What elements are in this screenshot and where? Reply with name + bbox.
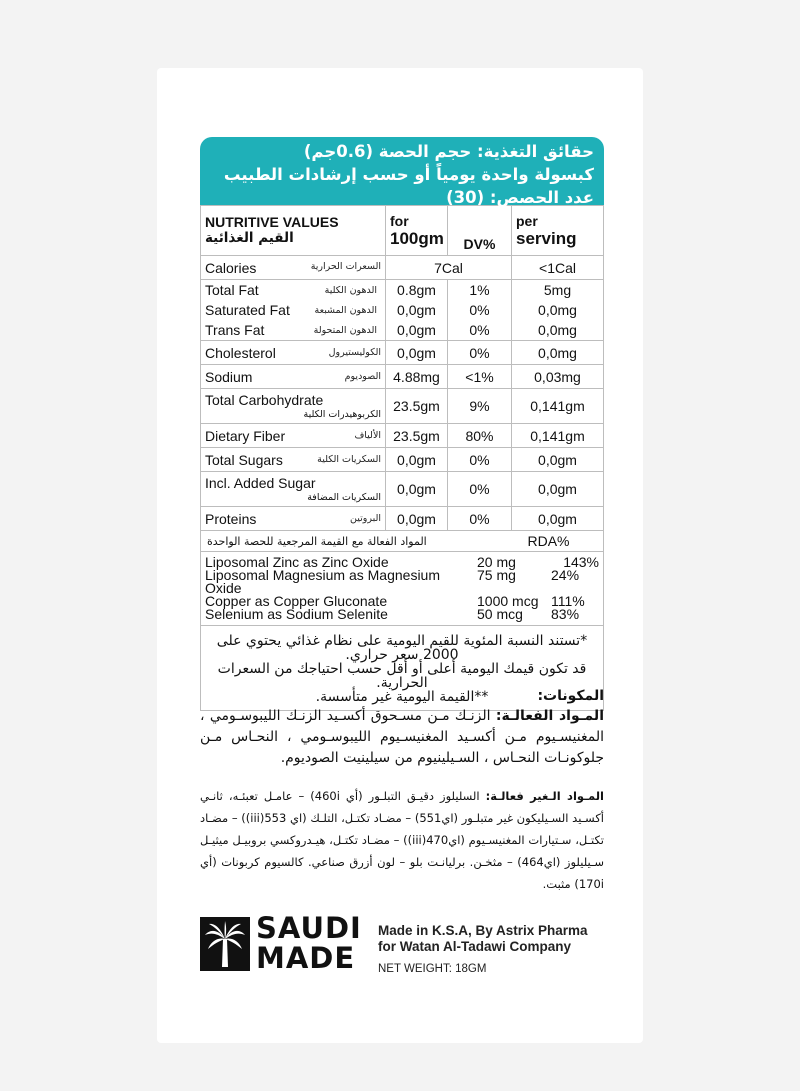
serving-size-line: حقائق التغذية: حجم الحصة (0.6جم): [303, 142, 594, 161]
manufacturer-line-1: Made in K.S.A, By Astrix Pharma: [378, 923, 588, 938]
manufacturer-line-2: for Watan Al-Tadawi Company: [378, 939, 572, 954]
footnote-line: قد تكون قيمك اليومية أعلى أو أقل حسب احتياجك من السعرات الحرارية.: [217, 661, 587, 691]
active-ingredients: [200, 706, 604, 769]
nutritive-values-title-ar: القيم الغذائية: [205, 230, 294, 246]
nutrient-name-en: Total Carbohydrate: [205, 391, 324, 408]
table-row-calories: [201, 256, 604, 280]
mineral-rda: 111%: [551, 593, 585, 609]
saudi-made-wordmark: [256, 913, 362, 973]
mineral-rda: 83%: [551, 606, 580, 622]
inactive-ingredients: [200, 785, 604, 895]
active-ingredients-label: المـواد الفعالـة:: [495, 708, 604, 724]
label-footer: [200, 913, 604, 983]
table-row-cholesterol: [201, 341, 604, 365]
footnote-line: **القيمة اليومية غير متأسسة.: [315, 689, 489, 705]
value: 0,0mg: [512, 341, 604, 365]
value: 0.8gm: [397, 282, 436, 298]
mineral-amount: 75 mg: [477, 567, 516, 583]
calories-per-100: 7Cal: [386, 256, 512, 280]
value: 0,0mg: [538, 322, 577, 338]
value: 0%: [469, 302, 490, 318]
ingredients-section: [200, 686, 604, 895]
dosage-line: كبسولة واحدة يومياً أو حسب إرشادات الطبيب: [223, 165, 594, 184]
nutrient-name: [201, 424, 386, 448]
value: 0,0gm: [397, 302, 436, 318]
nutrient-name-en: Trans Fat: [205, 322, 265, 338]
nutrient-name-ar: الكربوهيدرات الكلية: [303, 408, 381, 420]
nutrient-name: [201, 389, 386, 424]
table-row-proteins: [201, 507, 604, 531]
mineral-rda: 143%: [563, 554, 599, 570]
fat-names: [201, 280, 386, 341]
value: 0,0gm: [512, 507, 604, 531]
value: 1%: [469, 282, 490, 298]
value: 0,0gm: [386, 341, 448, 365]
fat-per-100: [386, 280, 448, 341]
value: 0,141gm: [512, 424, 604, 448]
nutrient-name-ar: السكريات الكلية: [317, 454, 381, 465]
calories-per-serving: <1Cal: [512, 256, 604, 280]
value: 0,0gm: [512, 448, 604, 472]
dv-heading: DV%: [448, 206, 512, 256]
manufacturer-info: [378, 923, 588, 955]
nutrient-name: [201, 341, 386, 365]
mineral-rda: 24%: [551, 567, 580, 583]
nutritive-values-heading: [201, 206, 386, 256]
value: 0%: [448, 472, 512, 507]
mineral-item: [205, 608, 599, 621]
value: 0,0gm: [386, 448, 448, 472]
footnote-line: *تستند النسبة المئوية للقيم اليومية على نظام غذائي يحتوي على 2000 سعر حراري.: [216, 633, 588, 663]
mineral-amount: 50 mcg: [477, 606, 523, 622]
mineral-name: Liposomal Zinc as Zinc Oxide: [205, 554, 389, 570]
nutrition-table: [200, 205, 604, 711]
minerals-list: [201, 552, 604, 626]
net-weight: NET WEIGHT: 18GM: [378, 963, 487, 975]
nutrient-name-ar: الألياف: [354, 430, 381, 441]
mineral-name: Copper as Copper Gluconate: [205, 593, 388, 609]
nutrient-name: [201, 365, 386, 389]
nutritive-values-title-en: NUTRITIVE VALUES: [205, 214, 339, 230]
nutrient-name-en: Total Fat: [205, 282, 259, 298]
nutrient-name-en: Sodium: [205, 368, 253, 385]
nutrient-name-en: Calories: [205, 259, 257, 276]
value: 0,0gm: [386, 472, 448, 507]
value: <1%: [448, 365, 512, 389]
value: 9%: [448, 389, 512, 424]
nutrient-name-ar: الصوديوم: [344, 371, 381, 382]
fat-dv: [448, 280, 512, 341]
nutrient-name-ar: الدهون المشبعة: [314, 305, 377, 316]
rda-header-row: [201, 531, 604, 552]
nutrient-name-ar: السعرات الحرارية: [310, 261, 381, 272]
table-row-carbohydrate: [201, 389, 604, 424]
logo-line-1: SAUDI: [256, 911, 362, 945]
saudi-made-logo: [200, 911, 362, 975]
value: 0,0mg: [538, 302, 577, 318]
table-row-added-sugar: [201, 472, 604, 507]
inactive-ingredients-label: المـواد الـغير فعالـة:: [485, 789, 605, 803]
servings-count-line: عدد الحصص: (30): [446, 188, 594, 207]
value: 0%: [448, 341, 512, 365]
nutrient-name-ar: البروتين: [350, 513, 381, 524]
value: 5mg: [543, 282, 572, 298]
inactive-ingredients-text: السليلوز دقيـق التبلـور (أي 460i) – عامـل تعبئـه، ثانـي أكسـيد السـيليكون غير متبلـور (اي551) – مضـاد تكتـل، التلـك (اي 553(iii)) – مضـاد تكتـل، سـتيارات المغنيسـيوم (اي470(iii)) – مضـاد تكتـل، هيـدروكسي بروبيـل ميثيـل سـيليلوز (اي464) – مثخـن. برليانـت بلو – لون أزرق صناعي. كالسيوم كربونات (أي 170i) مثبت.: [200, 789, 605, 891]
table-row-total-sugars: [201, 448, 604, 472]
100gm-label: 100gm: [390, 228, 444, 248]
value: 0,03mg: [512, 365, 604, 389]
value: 0%: [448, 507, 512, 531]
table-row-sodium: [201, 365, 604, 389]
nutrient-name-en: Dietary Fiber: [205, 427, 286, 444]
serving-label: serving: [516, 228, 577, 248]
per-100gm-heading: [386, 206, 448, 256]
per-serving-heading: [512, 206, 604, 256]
per-label: per: [516, 212, 538, 229]
value: 23.5gm: [386, 389, 448, 424]
active-ingredients-text: الزنـك مـن مسـحوق أكسـيد الزنـك الليبوسـومي ، المغنيسـيوم مـن أكسـيد المغنيسـيوم الليبوسـومي ، النحـاس مـن جلوكونـات النحـاس ، السـيلينيوم من سيلينيت الصوديوم.: [200, 708, 604, 766]
value: 23.5gm: [386, 424, 448, 448]
value: 0,0gm: [386, 507, 448, 531]
value: 4.88mg: [386, 365, 448, 389]
table-header-row: [201, 206, 604, 256]
rda-label: RDA%: [512, 531, 604, 552]
nutrient-name: [201, 448, 386, 472]
nutrient-name-en: Cholesterol: [205, 344, 276, 361]
nutrition-facts-header: [200, 137, 604, 205]
nutrient-name-en: Incl. Added Sugar: [205, 474, 316, 491]
nutrient-name-ar: الدهون الكلية: [324, 285, 377, 296]
value: 0,0gm: [397, 322, 436, 338]
fat-per-serving: [512, 280, 604, 341]
value: 0%: [469, 322, 490, 338]
value: 80%: [448, 424, 512, 448]
nutrient-name-en: Saturated Fat: [205, 302, 290, 318]
mineral-item: [205, 569, 599, 595]
value: 0,0gm: [512, 472, 604, 507]
nutrient-name: [201, 256, 386, 280]
mineral-name: Liposomal Magnesium as Magnesium Oxide: [205, 567, 440, 596]
nutrition-facts-panel: [200, 137, 604, 711]
nutrient-name-en: Total Sugars: [205, 451, 283, 468]
nutrient-name: [201, 472, 386, 507]
mineral-amount: 20 mg: [477, 554, 516, 570]
for-label: for: [390, 212, 409, 229]
ingredients-title: المكونات:: [537, 688, 604, 704]
palm-tree-icon: [200, 917, 250, 971]
rda-minerals-row: [201, 552, 604, 626]
nutrient-name-ar: الكوليستيرول: [328, 347, 381, 358]
value: 0%: [448, 448, 512, 472]
nutrient-name-en: Proteins: [205, 510, 257, 527]
nutrient-name-ar: الدهون المتحولة: [313, 325, 377, 336]
logo-line-2: MADE: [256, 941, 356, 975]
mineral-name: Selenium as Sodium Selenite: [205, 606, 388, 622]
mineral-amount: 1000 mcg: [477, 593, 539, 609]
value: 0,141gm: [512, 389, 604, 424]
table-row-dietary-fiber: [201, 424, 604, 448]
nutrient-name-ar: السكريات المضافة: [307, 491, 381, 503]
rda-title-ar: المواد الفعالة مع القيمة المرجعية للحصة الواحدة: [201, 531, 512, 552]
nutrient-name: [201, 507, 386, 531]
table-row-fats: [201, 280, 604, 341]
